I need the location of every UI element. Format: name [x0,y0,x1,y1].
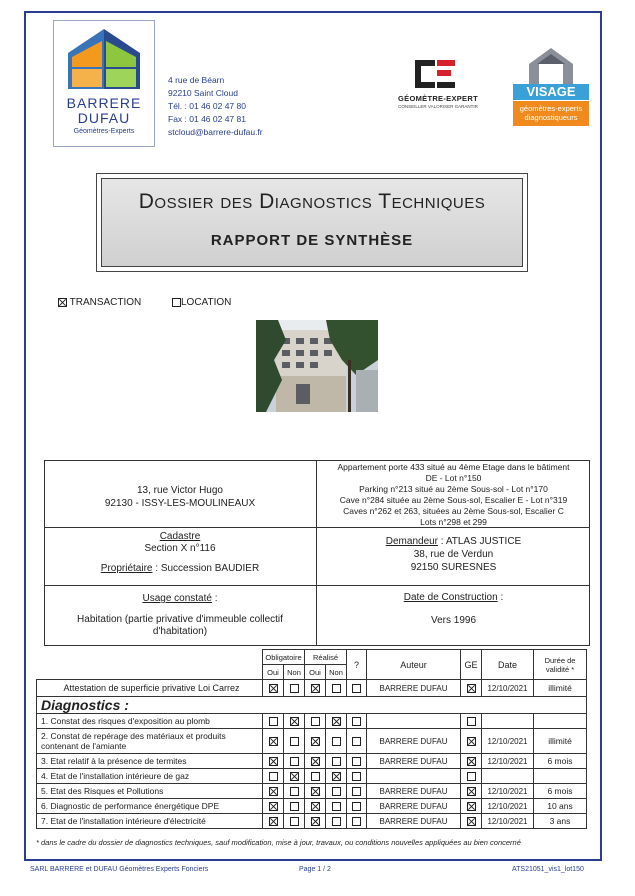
table-cell [284,729,305,754]
table-cell [263,729,284,754]
checkbox [352,787,361,796]
table-cell [461,754,482,769]
lot-line: DE - Lot n°150 [425,473,482,483]
owner-label: Propriétaire [100,563,153,574]
checkbox [311,737,320,746]
checkbox [269,802,278,811]
table-cell [347,769,367,784]
checkbox [311,684,320,693]
checkbox [269,757,278,766]
property-address-street: 13, rue Victor Hugo [137,485,223,496]
logo-subtitle: Géomètres-Experts [73,128,135,135]
checkbox [467,757,476,766]
table-cell [326,714,347,729]
ge-logo-subtitle: CONSEILLER VALORISER GARANTIR [398,104,478,109]
owner-line: Propriétaire : Succession BAUDIER [100,563,260,574]
requester-street: 38, rue de Verdun [413,549,494,560]
header-non: Non [326,665,347,680]
table-cell: BARRERE DUFAU [367,814,461,829]
usage-value: Habitation (partie privative d'immeuble collectif d'habitation) [77,614,283,637]
table-cell [367,769,461,784]
header-empty [37,650,263,680]
location-option [172,297,231,308]
lot-line: Lots n°298 et 299 [420,517,487,527]
footer-company: SARL BARRERE et DUFAU Géomètres Experts Fonciers [30,866,209,873]
phone-line: Tél. : 01 46 02 47 80 [168,101,246,111]
carrez-date: 12/10/2021 [482,680,534,697]
table-cell [284,714,305,729]
visage-tagline-line2: diagnostiqueurs [524,113,578,122]
table-cell [326,729,347,754]
visage-logo-tagline [513,101,589,126]
table-cell [305,729,326,754]
diagnostics-table [36,649,587,829]
checkbox [332,717,341,726]
checkbox [352,802,361,811]
table-cell [347,784,367,799]
checkbox [467,737,476,746]
table-cell [347,814,367,829]
table-cell [305,814,326,829]
checkbox [467,684,476,693]
checkbox [311,787,320,796]
footer-page: Page 1 / 2 [299,866,331,873]
checkbox [290,772,299,781]
table-row [37,729,587,754]
table-cell [367,714,461,729]
table-cell [305,799,326,814]
carrez-re-oui [305,680,326,697]
table-cell: BARRERE DUFAU [367,799,461,814]
house-logo-icon [64,27,144,93]
checkbox [332,802,341,811]
checkbox [311,802,320,811]
table-cell [326,784,347,799]
checkbox [290,684,299,693]
building-photo [256,320,378,412]
checkbox [311,772,320,781]
transaction-option [58,297,141,308]
table-row [37,814,587,829]
diagnostic-label: 3. Etat relatif à la présence de termites [37,754,263,769]
visage-house-icon [527,46,575,86]
checkbox [467,802,476,811]
diagnostic-label: 4. Etat de l'installation intérieure de gaz [37,769,263,784]
lot-line: Cave n°284 située au 2ème Sous-sol, Escalier E - Lot n°319 [339,495,568,505]
table-cell [461,714,482,729]
footer-ref: ATS21051_vis1_lot150 [512,866,584,873]
cadastre-label: Cadastre [159,531,201,542]
table-cell [305,754,326,769]
table-cell [347,754,367,769]
checkbox [352,717,361,726]
construction-heading: Date de Construction : [403,592,504,603]
visage-logo-name: VISAGE [513,84,589,100]
checkbox [290,737,299,746]
lots-description [317,462,590,528]
checkbox [352,817,361,826]
header-realise: Réalisé [305,650,347,665]
table-cell [305,784,326,799]
diagnostic-label: 2. Constat de repérage des matériaux et produits contenant de l'amiante [37,729,263,754]
document-title: Dossier des Diagnostics Techniques [138,190,486,213]
table-cell [263,714,284,729]
header-obligatoire: Obligatoire [263,650,305,665]
table-cell: 3 ans [534,814,587,829]
table-row [37,769,587,784]
checkbox [290,757,299,766]
logo-name-line1: BARRERE [66,95,142,111]
property-address-city: 92130 - ISSY-LES-MOULINEAUX [104,498,256,509]
cadastre-value: Section X n°116 [144,543,216,554]
table-cell [263,784,284,799]
location-label: LOCATION [181,297,232,308]
table-cell [482,714,534,729]
table-cell [461,769,482,784]
table-cell [263,814,284,829]
diagnostics-rows [37,714,587,829]
checkbox [332,787,341,796]
checkbox [311,717,320,726]
checkbox [269,717,278,726]
checkbox [352,757,361,766]
visage-tagline-line1: géomètres-experts [519,104,583,113]
checkbox [311,817,320,826]
checkbox [290,802,299,811]
checkbox [290,817,299,826]
table-cell [326,754,347,769]
diagnostics-heading: Diagnostics : [37,697,587,714]
table-cell [284,769,305,784]
barrere-dufau-logo [53,20,155,147]
checkbox [352,737,361,746]
email-line: stcloud@barrere-dufau.fr [168,127,263,137]
geometre-expert-logo-icon [413,58,457,90]
checkbox [311,757,320,766]
table-cell [347,729,367,754]
table-cell [347,799,367,814]
table-cell [326,799,347,814]
table-cell [284,784,305,799]
checkbox [290,787,299,796]
table-cell [284,814,305,829]
header-auteur: Auteur [367,650,461,680]
table-cell [326,769,347,784]
table-cell [534,714,587,729]
table-cell [263,769,284,784]
diagnostic-label: 5. Etat des Risques et Pollutions [37,784,263,799]
carrez-ob-oui [263,680,284,697]
table-cell: 12/10/2021 [482,799,534,814]
transaction-label: TRANSACTION [69,297,142,308]
table-header-row [37,650,587,665]
checkbox [467,787,476,796]
table-cell [284,799,305,814]
table-row [37,784,587,799]
diagnostic-label: 6. Diagnostic de performance énergétique DPE [37,799,263,814]
usage-heading: Usage constaté : [142,593,218,604]
table-cell: BARRERE DUFAU [367,729,461,754]
table-cell: 12/10/2021 [482,784,534,799]
carrez-duree: illimité [534,680,587,697]
checkbox [269,787,278,796]
table-row [37,754,587,769]
diagnostics-heading-row [37,697,587,714]
info-divider [44,585,590,586]
carrez-ob-non [284,680,305,697]
table-cell [461,799,482,814]
table-cell: illimité [534,729,587,754]
table-cell [326,814,347,829]
header-ge: GE [461,650,482,680]
diagnostic-label: 1. Constat des risques d'exposition au plomb [37,714,263,729]
carrez-ge [461,680,482,697]
header-oui: Oui [305,665,326,680]
table-cell [347,714,367,729]
checkbox [269,772,278,781]
checkbox [332,817,341,826]
table-cell [263,754,284,769]
diagnostic-label: 7. Etat de l'installation intérieure d'électricité [37,814,263,829]
footnote: * dans le cadre du dossier de diagnostics techniques, sauf modification, mise à jour, travaux, ou conditions nouvelles appliquées au bien concerné [36,838,521,847]
ge-logo-title: GÉOMÈTRE-EXPERT [398,94,478,103]
table-cell [305,769,326,784]
table-cell: 12/10/2021 [482,754,534,769]
checkbox [352,684,361,693]
document-subtitle: RAPPORT DE SYNTHÈSE [210,232,414,249]
checkbox [467,772,476,781]
logo-name-line2: DUFAU [77,110,131,126]
lot-line: Parking n°213 situé au 2ème Sous-sol - Lot n°170 [359,484,548,494]
owner-value: Succession BAUDIER [160,563,260,574]
carrez-auteur: BARRERE DUFAU [367,680,461,697]
carrez-row [37,680,587,697]
checkbox [352,772,361,781]
table-cell [263,799,284,814]
transaction-checkbox [58,298,67,307]
table-cell: 10 ans [534,799,587,814]
header-date: Date [482,650,534,680]
table-cell: 12/10/2021 [482,814,534,829]
table-cell: 12/10/2021 [482,729,534,754]
table-cell [461,784,482,799]
table-cell: BARRERE DUFAU [367,754,461,769]
table-cell [284,754,305,769]
table-cell [482,769,534,784]
table-cell [305,714,326,729]
checkbox [467,717,476,726]
table-cell [461,729,482,754]
checkbox [332,757,341,766]
checkbox [332,684,341,693]
checkbox [290,717,299,726]
header-oui: Oui [263,665,284,680]
requester-label: Demandeur [385,536,439,547]
checkbox [467,817,476,826]
requester-city: 92150 SURESNES [410,562,497,573]
requester-line: Demandeur : ATLAS JUSTICE [385,536,522,547]
table-cell [461,814,482,829]
requester-name: ATLAS JUSTICE [445,536,522,547]
checkbox [332,737,341,746]
lot-line: Appartement porte 433 situé au 4ème Etage dans le bâtiment [337,462,570,472]
checkbox [269,737,278,746]
header-duree: Durée de validité * [534,650,587,680]
lot-line: Caves n°262 et 263, situées au 2ème Sous-sol, Escalier C [343,506,564,516]
carrez-re-q [347,680,367,697]
checkbox [269,684,278,693]
usage-label: Usage constaté [142,593,212,604]
construction-label: Date de Construction [403,592,498,603]
table-row [37,714,587,729]
address-line: 92210 Saint Cloud [168,88,238,98]
checkbox [332,772,341,781]
carrez-re-non [326,680,347,697]
construction-value: Vers 1996 [430,615,477,626]
location-checkbox [172,298,181,307]
header-non: Non [284,665,305,680]
table-cell [534,769,587,784]
header-q: ? [347,650,367,680]
address-line: 4 rue de Béarn [168,75,225,85]
carrez-label: Attestation de superficie privative Loi Carrez [37,680,263,697]
checkbox [269,817,278,826]
fax-line: Fax : 01 46 02 47 81 [168,114,246,124]
table-cell: 6 mois [534,754,587,769]
table-cell: 6 mois [534,784,587,799]
table-row [37,799,587,814]
table-cell: BARRERE DUFAU [367,784,461,799]
